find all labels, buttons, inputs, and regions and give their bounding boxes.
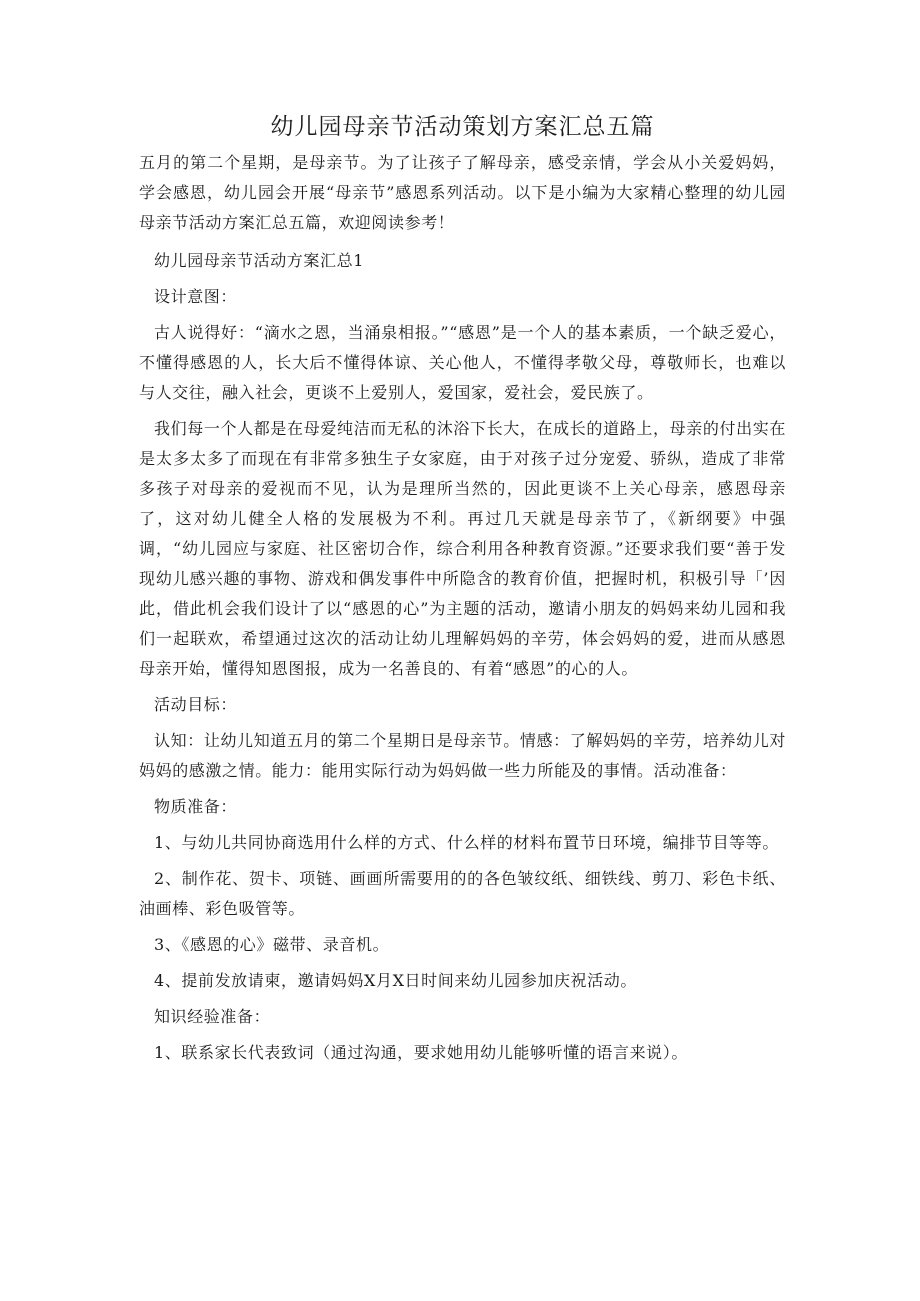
material-prep-heading: 物质准备： [154,797,238,816]
knowledge-item-1: 1、联系家长代表致词（通过沟通，要求她用幼儿能够听懂的语言来说）。 [154,1043,688,1062]
material-item-4: 4、提前发放请柬，邀请妈妈X月X日时间来幼儿园参加庆祝活动。 [154,971,637,990]
knowledge-prep-heading: 知识经验准备： [154,1007,271,1026]
material-item-3: 3、《感恩的心》磁带、录音机。 [154,935,390,954]
design-intent-paragraph-1: 古人说得好：“滴水之恩，当涌泉相报。”“感恩”是一个人的基本素质，一个缺乏爱心，不懂得感恩的人，长大后不懂得体谅、关心他人，不懂得孝敬父母，尊敬师长，也难以与人交往，融入社会，更谈不上爱别人，爱国家，爱社会，爱民族了。 [139,323,786,402]
material-item-2: 2、制作花、贺卡、项链、画画所需要用的的各色皱纹纸、细铁线、剪刀、彩色卡纸、油画棒、彩色吸管等。 [139,869,786,918]
document-title: 幼儿园母亲节活动策划方案汇总五篇 [270,114,655,140]
design-intent-heading: 设计意图： [154,287,238,306]
material-item-1: 1、与幼儿共同协商选用什么样的方式、什么样的材料布置节日环境，编排节目等等。 [154,833,779,852]
activity-goals-paragraph: 认知：让幼儿知道五月的第二个星期日是母亲节。情感：了解妈妈的辛劳，培养幼儿对妈妈的感激之情。能力：能用实际行动为妈妈做一些力所能及的事情。活动准备： [139,731,786,780]
section-heading-1: 幼儿园母亲节活动方案汇总1 [154,251,364,270]
intro-paragraph: 五月的第二个星期，是母亲节。为了让孩子了解母亲，感受亲情，学会从小关爱妈妈，学会感恩，幼儿园会开展“母亲节”感恩系列活动。以下是小编为大家精心整理的幼儿园母亲节活动方案汇总五篇，欢迎阅读参考！ [139,153,786,232]
design-intent-paragraph-2: 我们每一个人都是在母爱纯洁而无私的沐浴下长大，在成长的道路上，母亲的付出实在是太多太多了而现在有非常多独生子女家庭，由于对孩子过分宠爱、骄纵，造成了非常多孩子对母亲的爱视而不见，认为是理所当然的，因此更谈不上关心母亲，感恩母亲了，这对幼儿健全人格的发展极为不利。再过几天就是母亲节了，《新纲要》中强调，“幼儿园应与家庭、社区密切合作，综合利用各种教育资源。”还要求我们要“善于发现幼儿感兴趣的事物、游戏和偶发事件中所隐含的教育价值，把握时机，积极引导「’因此，借此机会我们设计了以“感恩的心”为主题的活动，邀请小朋友的妈妈来幼儿园和我们一起联欢，希望通过这次的活动让幼儿理解妈妈的辛劳，体会妈妈的爱，进而从感恩母亲开始，懂得知恩图报，成为一名善良的、有着“感恩”的心的人。 [139,419,786,678]
activity-goals-heading: 活动目标： [154,695,238,714]
